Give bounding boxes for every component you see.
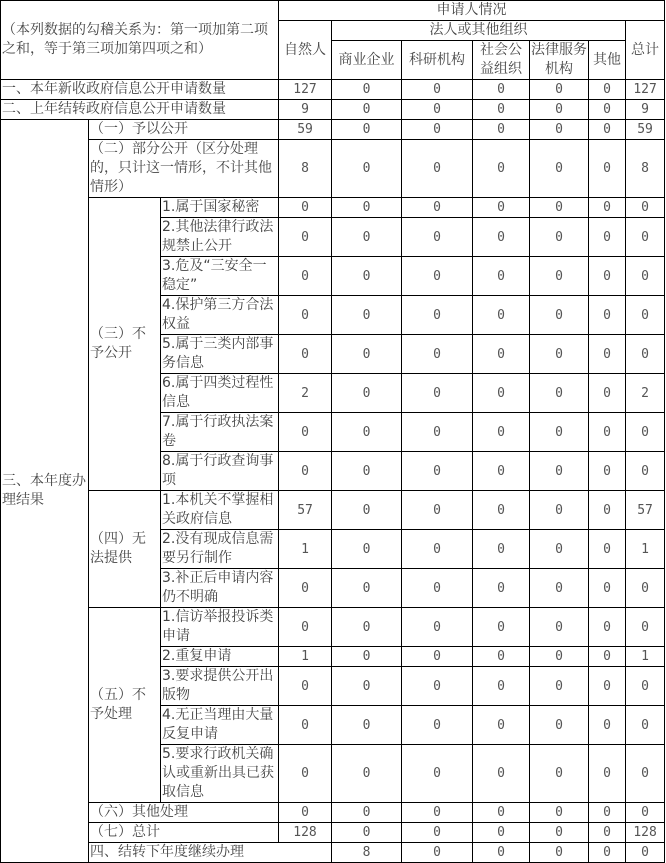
- cell-value: 0: [473, 823, 530, 843]
- cell-value: 0: [589, 120, 626, 140]
- row-label: 5.要求行政机关确认或重新出具已获取信息: [161, 745, 279, 803]
- cell-value: 0: [402, 296, 473, 335]
- row-label: 2.其他法律行政法规禁止公开: [161, 218, 279, 257]
- cell-value: 0: [626, 413, 665, 452]
- cell-value: 0: [473, 296, 530, 335]
- row-label: 8.属于行政查询事项: [161, 452, 279, 491]
- cell-value: 128: [279, 823, 332, 843]
- cell-value: 0: [473, 257, 530, 296]
- header-public-welfare: 社会公益组织: [473, 41, 530, 80]
- cell-value: 0: [626, 569, 665, 608]
- row-label: （一）予以公开: [89, 120, 279, 140]
- cell-value: 0: [332, 296, 402, 335]
- row-label: 二、上年结转政府信息公开申请数量: [1, 100, 279, 120]
- cell-value: 0: [626, 667, 665, 706]
- cell-value: 0: [530, 706, 589, 745]
- cell-value: 0: [402, 218, 473, 257]
- cell-value: 0: [589, 667, 626, 706]
- cell-value: 0: [332, 803, 402, 823]
- cell-value: 0: [279, 296, 332, 335]
- cell-value: 0: [530, 823, 589, 843]
- cell-value: 0: [530, 218, 589, 257]
- table-row: [1, 100, 665, 120]
- cell-value: 0: [402, 120, 473, 140]
- cell-value: 0: [402, 823, 473, 843]
- cell-value: 0: [530, 667, 589, 706]
- table-row: [1, 843, 665, 863]
- cell-value: 0: [402, 198, 473, 218]
- cell-value: 0: [279, 218, 332, 257]
- cell-value: 0: [626, 198, 665, 218]
- cell-value: 0: [473, 198, 530, 218]
- row-label: 4.保护第三方合法权益: [161, 296, 279, 335]
- cell-value: 0: [332, 218, 402, 257]
- row-label: 2.没有现成信息需要另行制作: [161, 530, 279, 569]
- table-row: [1, 491, 665, 530]
- header-research: 科研机构: [402, 41, 473, 80]
- table-row: [1, 823, 665, 843]
- cell-value: 0: [332, 374, 402, 413]
- cell-value: 0: [589, 706, 626, 745]
- cell-value: 0: [626, 706, 665, 745]
- cell-value: 0: [473, 706, 530, 745]
- row-label: （二）部分公开（区分处理的，只计这一情形，不计其他情形）: [89, 140, 279, 198]
- row-label: 1.属于国家秘密: [161, 198, 279, 218]
- cell-value: 0: [589, 569, 626, 608]
- table-row: [1, 140, 665, 198]
- cell-value: 0: [332, 120, 402, 140]
- cell-value: 0: [589, 452, 626, 491]
- cell-value: 0: [473, 218, 530, 257]
- cell-value: 0: [279, 803, 332, 823]
- cell-value: 0: [473, 745, 530, 803]
- cell-value: 0: [279, 413, 332, 452]
- cell-value: 0: [402, 647, 473, 667]
- cell-value: 0: [530, 80, 589, 100]
- row-label: 6.属于四类过程性信息: [161, 374, 279, 413]
- cell-value: 0: [402, 667, 473, 706]
- cell-value: 0: [626, 745, 665, 803]
- cell-value: 0: [589, 198, 626, 218]
- cell-value: 0: [402, 569, 473, 608]
- cell-value: 9: [279, 100, 332, 120]
- cell-value: 0: [402, 140, 473, 198]
- table-row: [1, 608, 665, 647]
- cell-value: 1: [279, 647, 332, 667]
- row-label: （五）不予处理: [89, 608, 161, 803]
- header-commercial: 商业企业: [332, 41, 402, 80]
- cell-value: 0: [626, 296, 665, 335]
- cell-value: 0: [473, 667, 530, 706]
- cell-value: 0: [473, 100, 530, 120]
- cell-value: 0: [279, 706, 332, 745]
- cell-value: 0: [402, 100, 473, 120]
- cell-value: 128: [626, 823, 665, 843]
- header-other: 其他: [589, 41, 626, 80]
- row-label: 2.重复申请: [161, 647, 279, 667]
- header-natural-person: 自然人: [279, 21, 332, 80]
- cell-value: 0: [473, 140, 530, 198]
- cell-value: 0: [279, 569, 332, 608]
- cell-value: 0: [473, 803, 530, 823]
- row-label: 一、本年新收政府信息公开申请数量: [1, 80, 279, 100]
- cell-value: 0: [530, 647, 589, 667]
- cell-value: 0: [626, 608, 665, 647]
- cell-value: 0: [589, 608, 626, 647]
- cell-value: 0: [332, 608, 402, 647]
- cell-value: 0: [402, 491, 473, 530]
- cell-value: 0: [530, 491, 589, 530]
- cell-value: 0: [530, 530, 589, 569]
- row-label: 3.要求提供公开出版物: [161, 667, 279, 706]
- cell-value: 0: [530, 569, 589, 608]
- row-label: （三）不予公开: [89, 198, 161, 491]
- cell-value: 8: [332, 843, 402, 863]
- cell-value: 0: [530, 296, 589, 335]
- cell-value: 0: [473, 374, 530, 413]
- cell-value: 0: [626, 218, 665, 257]
- cell-value: 0: [332, 100, 402, 120]
- cell-value: 0: [279, 608, 332, 647]
- cell-value: 0: [473, 569, 530, 608]
- cell-value: 0: [332, 667, 402, 706]
- cell-value: 0: [530, 843, 589, 863]
- cell-value: 0: [279, 335, 332, 374]
- cell-value: 0: [626, 257, 665, 296]
- cell-value: 0: [473, 608, 530, 647]
- cell-value: 0: [589, 843, 626, 863]
- header-legal-org: 法人或其他组织: [332, 21, 626, 41]
- row-label: 4.无正当理由大量反复申请: [161, 706, 279, 745]
- cell-value: 0: [279, 745, 332, 803]
- cell-value: 0: [332, 198, 402, 218]
- cell-value: 0: [530, 745, 589, 803]
- cell-value: 0: [402, 413, 473, 452]
- cell-value: 0: [530, 198, 589, 218]
- row-label: 3.危及“三安全一稳定”: [161, 257, 279, 296]
- cell-value: 0: [626, 843, 665, 863]
- table-row: [1, 198, 665, 218]
- header-applicant-situation: 申请人情况: [279, 1, 665, 21]
- cell-value: 0: [530, 100, 589, 120]
- cell-value: 0: [279, 198, 332, 218]
- cell-value: 0: [589, 823, 626, 843]
- table-row: [1, 120, 665, 140]
- cell-value: 0: [473, 491, 530, 530]
- cell-value: 0: [279, 257, 332, 296]
- cell-value: 0: [332, 452, 402, 491]
- cell-value: 0: [402, 803, 473, 823]
- cell-value: 0: [530, 413, 589, 452]
- cell-value: 0: [332, 823, 402, 843]
- cell-value: 0: [332, 706, 402, 745]
- cell-value: 0: [589, 803, 626, 823]
- cell-value: 0: [530, 120, 589, 140]
- cell-value: 0: [402, 452, 473, 491]
- cell-value: 0: [332, 257, 402, 296]
- cell-value: 0: [530, 140, 589, 198]
- cell-value: 59: [626, 120, 665, 140]
- cell-value: 0: [530, 452, 589, 491]
- cell-value: 0: [332, 140, 402, 198]
- cell-value: 0: [402, 80, 473, 100]
- cell-value: 0: [332, 413, 402, 452]
- cell-value: 0: [332, 491, 402, 530]
- cell-value: 0: [402, 335, 473, 374]
- cell-value: 0: [473, 335, 530, 374]
- cell-value: 0: [530, 335, 589, 374]
- cell-value: 0: [332, 335, 402, 374]
- cell-value: 0: [589, 491, 626, 530]
- header-note: （本列数据的勾稽关系为：第一项加第二项之和，等于第三项加第四项之和）: [1, 1, 279, 80]
- row-label: （六）其他处理: [89, 803, 279, 823]
- cell-value: 0: [402, 530, 473, 569]
- cell-value: 57: [279, 491, 332, 530]
- cell-value: 0: [626, 803, 665, 823]
- cell-value: 0: [589, 374, 626, 413]
- cell-value: 0: [530, 374, 589, 413]
- cell-value: 0: [332, 530, 402, 569]
- cell-value: 0: [473, 530, 530, 569]
- cell-value: 59: [279, 120, 332, 140]
- cell-value: 2: [279, 374, 332, 413]
- header-legal-service: 法律服务机构: [530, 41, 589, 80]
- cell-value: 0: [473, 843, 530, 863]
- cell-value: 0: [473, 80, 530, 100]
- row-label: 1.信访举报投诉类申请: [161, 608, 279, 647]
- cell-value: 2: [626, 374, 665, 413]
- cell-value: 57: [626, 491, 665, 530]
- cell-value: 0: [402, 706, 473, 745]
- row-label: （七）总计: [89, 823, 279, 843]
- cell-value: 0: [530, 803, 589, 823]
- cell-value: 0: [279, 452, 332, 491]
- cell-value: 0: [626, 335, 665, 374]
- cell-value: 0: [279, 667, 332, 706]
- cell-value: 0: [402, 843, 473, 863]
- cell-value: 0: [626, 452, 665, 491]
- row-label: 5.属于三类内部事务信息: [161, 335, 279, 374]
- cell-value: 1: [279, 530, 332, 569]
- cell-value: 0: [589, 335, 626, 374]
- cell-value: 0: [332, 80, 402, 100]
- cell-value: 0: [530, 257, 589, 296]
- row-label: 1.本机关不掌握相关政府信息: [161, 491, 279, 530]
- cell-value: 0: [589, 413, 626, 452]
- row-label: 3.补正后申请内容仍不明确: [161, 569, 279, 608]
- cell-value: 1: [626, 647, 665, 667]
- cell-value: 0: [589, 218, 626, 257]
- cell-value: 0: [530, 608, 589, 647]
- cell-value: 0: [589, 257, 626, 296]
- cell-value: 0: [589, 100, 626, 120]
- cell-value: 9: [626, 100, 665, 120]
- cell-value: 0: [473, 413, 530, 452]
- cell-value: 127: [279, 80, 332, 100]
- cell-value: 0: [589, 745, 626, 803]
- cell-value: 8: [626, 140, 665, 198]
- row-label: 四、结转下年度继续办理: [89, 843, 332, 863]
- row-label: 三、本年度办理结果: [1, 120, 89, 863]
- row-label: （四）无法提供: [89, 491, 161, 608]
- table-row: [1, 803, 665, 823]
- cell-value: 0: [402, 745, 473, 803]
- cell-value: 0: [589, 140, 626, 198]
- cell-value: 0: [402, 608, 473, 647]
- cell-value: 0: [589, 530, 626, 569]
- cell-value: 0: [332, 569, 402, 608]
- cell-value: 0: [332, 745, 402, 803]
- cell-value: 0: [332, 647, 402, 667]
- cell-value: 127: [626, 80, 665, 100]
- cell-value: 0: [473, 647, 530, 667]
- table-row: [1, 80, 665, 100]
- cell-value: 1: [626, 530, 665, 569]
- cell-value: 0: [589, 80, 626, 100]
- cell-value: 8: [279, 140, 332, 198]
- cell-value: 0: [589, 647, 626, 667]
- header-total: 总计: [626, 21, 665, 80]
- cell-value: 0: [589, 296, 626, 335]
- cell-value: 0: [402, 374, 473, 413]
- cell-value: 0: [402, 257, 473, 296]
- row-label: 7.属于行政执法案卷: [161, 413, 279, 452]
- cell-value: 0: [473, 120, 530, 140]
- cell-value: 0: [473, 452, 530, 491]
